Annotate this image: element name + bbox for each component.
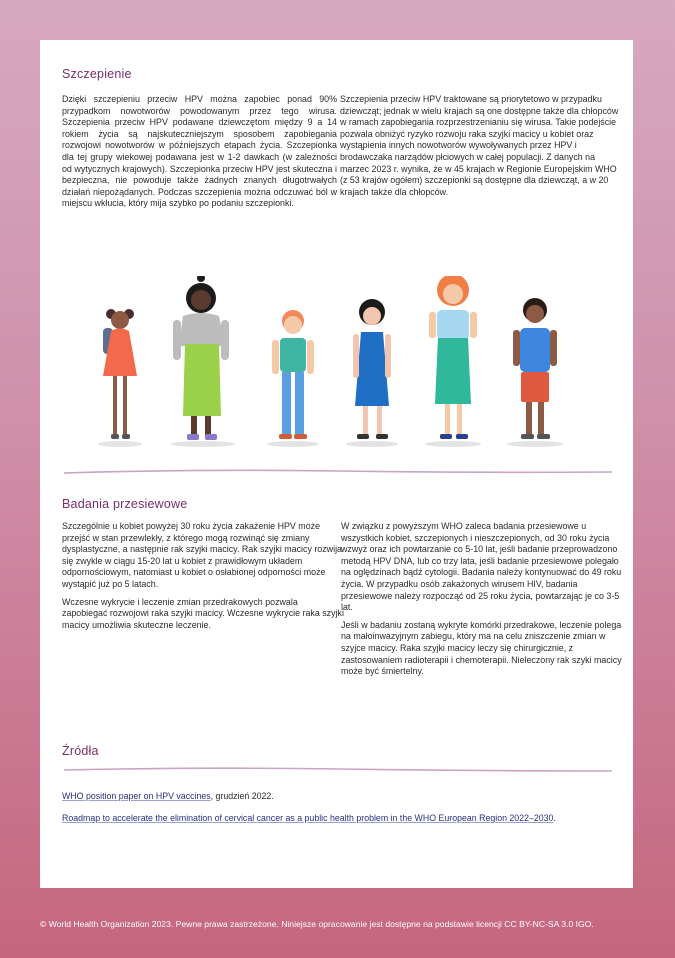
woman-green-skirt-figure bbox=[173, 276, 229, 440]
document-page bbox=[40, 40, 633, 888]
people-illustration bbox=[95, 276, 585, 454]
vaccination-left-paragraph: Dzięki szczepieniu przeciw HPV można zapobiec ponad 90% przypadkom nowotworów powodowanym przez tego wirusa. Szczepienia przeciw HPV podawane dziewczętom między 9 a 14 rokiem życia są najskuteczniejszym sposobem zapobiegania rozwojowi nowotworów w późniejszych etapach życia. Szczepionka dla tej grupy wiekowej podawana jest w 1-2 dawkach (w zależności od wytycznych krajowych). Szczepionka przeciw HPV jest skuteczna i bezpieczna, nie powoduje także żadnych znanych długotrwałych działań niepożądanych. Podczas szczepienia można odczuwać ból w miejscu wkłucia, który mija szybko po podaniu szczepionki. bbox=[62, 94, 337, 209]
source-2-suffix: . bbox=[553, 813, 556, 823]
vaccination-right-column bbox=[340, 94, 623, 204]
boy-blue-jeans-figure bbox=[272, 310, 314, 439]
source-link-2[interactable]: Roadmap to accelerate the elimination of cervical cancer as a public health problem in the WHO European Region 2022–2030 bbox=[62, 813, 554, 823]
woman-blue-dress-figure bbox=[353, 299, 391, 439]
screening-right-paragraph-1: W związku z powyższym WHO zaleca badania przesiewowe u wszystkich kobiet, szczepionych i nieszczepionych, od 30 roku życia wzwyż oraz ich powtarzanie co 5-10 lat, jeśli badanie przeprowadzono metodą HPV DNA, lub co trzy lata, jeśli badanie przesiewowe polegało na oględzinach bądź cytologii. Badania należy kontynuować do 49 roku życia. W przypadku osób zakażonych wirusem HIV, badania przesiewowe należy rozpocząć od 25 roku życia, powtarzając je co 3-5 lat. bbox=[341, 521, 622, 613]
boy-blue-shirt-figure bbox=[513, 298, 557, 439]
vaccination-left-column bbox=[62, 94, 337, 216]
source-item-2 bbox=[62, 812, 617, 824]
vaccination-right-paragraph: Szczepienia przeciw HPV traktowane są priorytetowo w przypadku dziewcząt; jednak w wielu krajach są one dostępne także dla chłopców w ramach zapobiegania rozprzestrzenianiu się wirusa. Takie podejście pozwala obniżyć ryzyko rozwoju raka szyjki macicy u kobiet oraz wystąpienia innych nowotworów wywoływanych przez HPV i brodawczaka narządów płciowych w całej populacji. Z danych na marzec 2023 r. wynika, że w 45 krajach w Regionie Europejskim WHO (z 53 krajów ogółem) szczepionki są dostępne dla dziewcząt, a w 20 krajach także dla chłopców. bbox=[340, 94, 619, 197]
sources-divider bbox=[62, 766, 614, 774]
child-girl-figure bbox=[103, 309, 137, 439]
screening-left-paragraph-1: Szczególnie u kobiet powyżej 30 roku życia zakażenie HPV może przejść w stan przewlekły, z którego mogą rozwinąć się zmiany dysplastyczne, a następnie rak szyjki macicy. Rak szyjki macicy rozwija się zwykle w ciągu 15-20 lat u kobiet z prawidłowym układem odpornościowym, natomiast u kobiet o osłabionej odporności może wystąpić już po 5 latach. bbox=[62, 521, 342, 589]
screening-right-paragraph-2: Jeśli w badaniu zostaną wykryte komórki przedrakowe, leczenie polega na małoinwazyjnym zabiegu, który ma na celu zniszczenie zmian w szyjce macicy. Raka szyjki macicy leczy się chirurgicznie, z zastosowaniem radioterapii i chemoterapii. Nieleczony rak szyki macicy może być śmiertelny. bbox=[341, 619, 622, 677]
screening-right-column bbox=[341, 521, 623, 684]
source-1-suffix: , grudzień 2022. bbox=[210, 791, 274, 801]
screening-left-paragraph-2: Wczesne wykrycie i leczenie zmian przedrakowych pozwala zapobiegać rozwojowi raka szyjki macicy. Wczesne wykrycie raka szyjki macicy umożliwia skuteczne leczenie. bbox=[62, 596, 344, 630]
source-link-1[interactable]: WHO position paper on HPV vaccines bbox=[62, 791, 211, 801]
copyright-footer: © World Health Organization 2023. Pewne prawa zastrzeżone. Niniejsze opracowanie jest dostępne na podstawie licencji CC BY-NC-SA 3.0 IGO. bbox=[40, 919, 594, 929]
section-title-vaccination: Szczepienie bbox=[62, 67, 132, 81]
section-title-sources: Źródła bbox=[62, 744, 99, 758]
section-divider bbox=[62, 468, 614, 476]
screening-left-column bbox=[62, 521, 344, 637]
source-item-1 bbox=[62, 790, 617, 802]
section-title-screening: Badania przesiewowe bbox=[62, 497, 188, 511]
woman-teal-skirt-figure bbox=[429, 276, 477, 439]
